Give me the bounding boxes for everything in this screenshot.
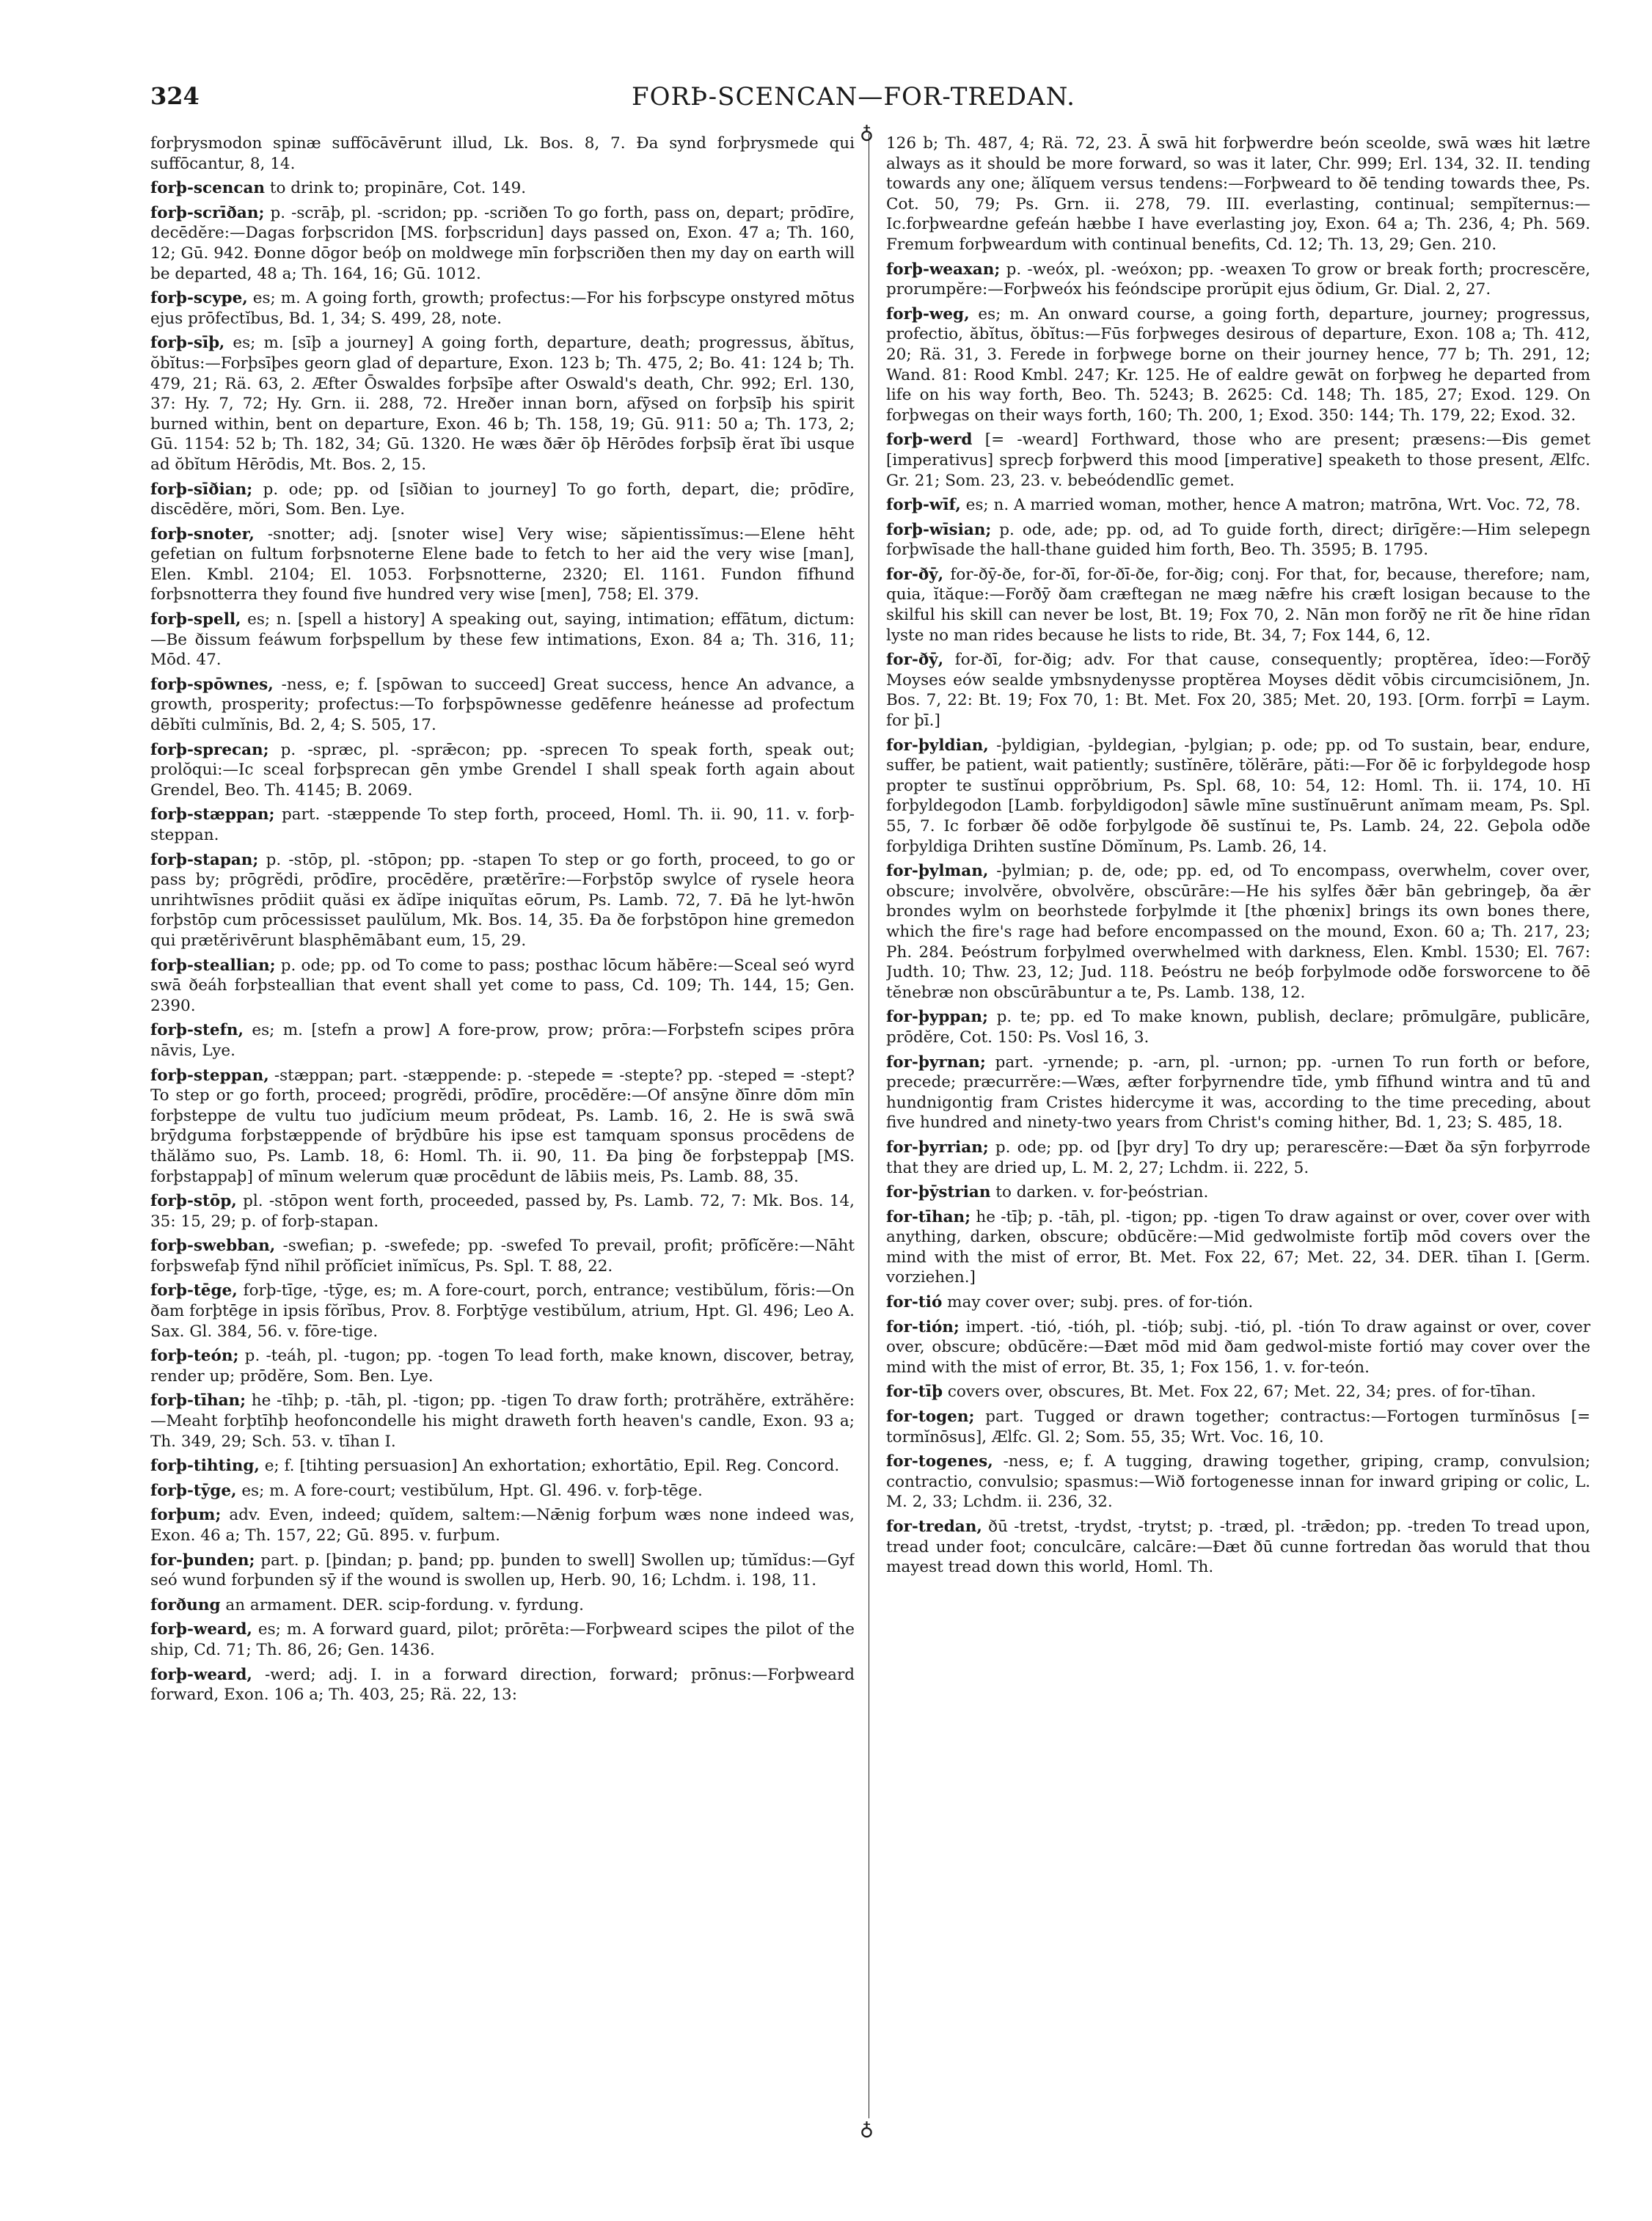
dictionary-entry	[886, 1138, 1590, 1178]
entry-headword: forþ-stefn,	[150, 1021, 244, 1040]
dictionary-entry	[150, 1551, 855, 1591]
dictionary-entry	[150, 1505, 855, 1545]
left-entry-list	[150, 178, 855, 1705]
entry-definition: to drink to; propināre, Cot. 149.	[265, 179, 527, 198]
entry-headword: forþ-stæppan;	[150, 805, 275, 824]
entry-definition: -ness, e; f. [spōwan to succeed] Great success, hence An advance, a growth, prosperity; profectus:—To forþspōwnesse gedēfenre heánesse ad profectum dēbĭti culmĭnis, Bd. 2, 4; S. 505, 17.	[150, 675, 855, 735]
entry-definition: covers over, obscures, Bt. Met. Fox 22, 67; Met. 22, 34; pres. of for-tīhan.	[942, 1383, 1536, 1402]
dictionary-entry	[150, 1481, 855, 1501]
entry-headword: for-þyldian,	[886, 736, 989, 755]
entry-headword: forþ-stōp,	[150, 1192, 237, 1211]
dictionary-entry	[886, 304, 1590, 426]
running-head: FORÞ-SCENCAN—FOR-TREDAN.	[632, 82, 1075, 111]
right-entry-list	[886, 260, 1590, 1578]
entry-headword: for-þyrnan;	[886, 1053, 986, 1072]
entry-headword: for-tió	[886, 1293, 943, 1312]
dictionary-entry	[886, 1407, 1590, 1447]
entry-definition: to darken. v. for-þeóstrian.	[990, 1183, 1209, 1202]
dictionary-entry	[150, 956, 855, 1017]
dictionary-entry	[886, 430, 1590, 491]
dictionary-entry	[150, 610, 855, 670]
dictionary-entry	[886, 1292, 1590, 1313]
entry-definition: part. Tugged or drawn together; contractus:—Fortogen turmĭnōsus [= tormĭnōsus], Ælfc. Gl. 2; Som. 55, 35; Wrt. Voc. 16, 10.	[886, 1408, 1590, 1446]
entry-headword: for-þylman,	[886, 862, 989, 881]
entry-definition: -þyldigian, -þyldegian, -þylgian; p. ode; pp. od To sustain, bear, endure, suffer, be patient, wait patiently; sustĭnēre, tŏlĕrāre, păti:—For ðē ic forþyldegode hosp propter te sustĭnui opprŏbrium, Ps. Spl. 68, 10: 54, 12: Homl. Th. ii. 174, 10. Hī forþyldegodon [Lamb. forþyldigodon] sāwle mīne sustĭnuērunt anĭmam meam, Ps. Spl. 55, 7. Ic forbær ðē odðe forþylgode ðē sustĭnui te, Ps. Lamb. 24, 22. Geþola odðe forþyldiga Drihten sustĭne Dŏmĭnum, Ps. Lamb. 26, 14.	[886, 736, 1590, 856]
entry-definition: es; m. A fore-court; vestibŭlum, Hpt. Gl. 496. v. forþ-tēge.	[236, 1481, 703, 1500]
entry-headword: for-tión;	[886, 1317, 960, 1336]
dictionary-entry	[886, 565, 1590, 645]
dictionary-entry	[886, 520, 1590, 560]
entry-headword: for-tredan,	[886, 1518, 982, 1536]
entry-definition: es; m. A going forth, growth; profectus:—For his forþscype onstyred mōtus ejus prōfectĭbus, Bd. 1, 34; S. 499, 28, note.	[150, 289, 855, 328]
dictionary-entry	[150, 675, 855, 736]
dictionary-entry	[150, 1595, 855, 1616]
entry-headword: for-togenes,	[886, 1452, 993, 1471]
dictionary-entry	[150, 1236, 855, 1276]
entry-definition: -stæppan; part. -stæppende: p. -stepede = -stepte? pp. -steped = -stept? To step or go forth, proceed; progrĕdi, prōdīre, procēdĕre:—Of ansȳne ðīnre dōm mīn forþsteppe de vultu tuo judĭcium meum prōdeat, Ps. Lamb. 16, 2. He is swā swā brȳdguma forþstæppende of brȳdbūre his ipse est tamquam sponsus procēdens de thălămo suo, Ps. Lamb. 18, 6: Homl. Th. ii. 90, 11. Ða þing ðe forþsteppaþ [MS. forþstappaþ] of mīnum welerum quæ procēdunt de lābiis meis, Ps. Lamb. 88, 35.	[150, 1066, 855, 1186]
dictionary-entry	[150, 1391, 855, 1452]
entry-headword: forþ-teón;	[150, 1347, 239, 1366]
page-number: 324	[150, 82, 200, 110]
entry-headword: for-þunden;	[150, 1551, 255, 1570]
entry-definition: p. ode, ade; pp. od, ad To guide forth, direct; dirīgĕre:—Him selepegn forþwīsade the hall-thane guided him forth, Beo. Th. 3595; B. 1795.	[886, 520, 1590, 560]
entry-definition: -snotter; adj. [snoter wise] Very wise; săpientissĭmus:—Elene hēht gefetian on fultum forþsnoterne Elene bade to fetch to her aid the very wise [man], Elen. Kmbl. 2104; El. 1053. Forþsnotterne, 2320; El. 1161. Fundon fīfhund forþsnotterra they found five hundred very wise [men], 758; El. 379.	[150, 524, 855, 604]
dictionary-entry	[150, 1346, 855, 1386]
ornament-top-icon: ♁	[860, 122, 874, 144]
entry-headword: for-tīþ	[886, 1383, 943, 1402]
entry-headword: forþ-werd	[886, 431, 973, 450]
entry-definition: p. -scrāþ, pl. -scridon; pp. -scriðen To go forth, pass on, depart; prōdīre, decēdĕre:—Dagas forþscridon [MS. forþscridun] days passed on, Exon. 47 a; Th. 160, 12; Gū. 942. Ðonne dōgor beóþ on moldwege mīn forþscriðen then my day on earth will be departed, 48 a; Th. 164, 16; Gū. 1012.	[150, 203, 855, 283]
entry-definition: pl. -stōpon went forth, proceeded, passed by, Ps. Lamb. 72, 7: Mk. Bos. 14, 35: 15, 29; p. of forþ-stapan.	[150, 1192, 855, 1231]
dictionary-entry	[886, 1053, 1590, 1133]
continued-entry: forþrysmodon spinæ suffōcāvērunt illud, Lk. Bos. 8, 7. Ða synd forþrysmede qui suffōcantur, 8, 14.	[150, 134, 855, 173]
entry-definition: p. ode; pp. od [sīðian to journey] To go forth, depart, die; prōdīre, discēdĕre, mŏri, Som. Ben. Lye.	[150, 480, 855, 519]
dictionary-entry	[886, 861, 1590, 1003]
dictionary-entry	[150, 480, 855, 520]
entry-headword: for-þyppan;	[886, 1008, 988, 1027]
entry-definition: part. p. [þindan; p. þand; pp. þunden to swell] Swollen up; tŭmĭdus:—Gyf seó wund forþunden sȳ if the wound is swollen up, Herb. 90, 16; Lchdm. i. 198, 11.	[150, 1551, 855, 1590]
entry-headword: forþ-steallian;	[150, 956, 276, 975]
entry-definition: es; n. [spell a history] A speaking out, saying, intimation; effātum, dictum:—Be ðissum feáwum forþspellum by these few intimations, Exon. 84 a; Th. 316, 11; Mōd. 47.	[150, 610, 855, 670]
entry-headword: forþ-sīþ,	[150, 334, 225, 353]
dictionary-entry	[150, 524, 855, 605]
entry-definition: es; m. [stefn a prow] A fore-prow, prow; prōra:—Forþstefn scipes prōra nāvis, Lye.	[150, 1021, 855, 1060]
entry-headword: forþ-scype,	[150, 289, 248, 308]
entry-definition: p. ode; pp. od [þyr dry] To dry up; perarescĕre:—Ðæt ða sȳn forþyrrode that they are dried up, L. M. 2, 27; Lchdm. ii. 222, 5.	[886, 1138, 1590, 1177]
dictionary-entry	[886, 1517, 1590, 1578]
entry-definition: forþ-tīge, -tȳge, es; m. A fore-court, porch, entrance; vestibŭlum, fŏris:—On ðam forþtēge in ipsis fŏrĭbus, Prov. 8. Forþtȳge vestibŭlum, atrium, Hpt. Gl. 496; Leo A. Sax. Gl. 384, 56. v. fōre-tige.	[150, 1281, 855, 1341]
entry-headword: forþ-scrīðan;	[150, 203, 265, 222]
dictionary-entry	[150, 1020, 855, 1061]
dictionary-entry	[886, 1452, 1590, 1512]
dictionary-entry	[150, 178, 855, 199]
entry-headword: forþ-scencan	[150, 179, 266, 198]
entry-headword: forþ-tīhan;	[150, 1391, 246, 1410]
entry-definition: impert. -tió, -tióh, pl. -tióþ; subj. -tió, pl. -tión To draw against or over, cover over, obscure; obdūcĕre:—Ðæt mōd mid ðam gedwol-miste fortió may cover over the mind with the mist of error, Bt. 35, 1; Fox 156, 1. v. for-teón.	[886, 1317, 1590, 1377]
entry-definition: -þylmian; p. de, ode; pp. ed, od To encompass, overwhelm, cover over, obscure; involvĕre, obvolvĕre, obscūrāre:—He his sylfes ðǣr bān gebringeþ, ða ǣr brondes wylm on beorhstede forþylmde it [the phœnix] brings its own bones there, which the fire's rage had before encompassed on the mound, Exon. 60 a; Th. 217, 23; Ph. 284. Þeóstrum forþylmed overwhelmed with darkness, Elen. Kmbl. 1530; El. 767: Judth. 10; Thw. 23, 12; Jud. 118. Þeóstru ne beóþ forþylmode odðe forsworcene to ðē tĕnebræ non obscūrābuntur a te, Ps. Lamb. 138, 12.	[886, 862, 1590, 1002]
entry-definition: -werd; adj. I. in a forward direction, forward; prōnus:—Forþweard forward, Exon. 106 a; Th. 403, 25; Rä. 22, 13:	[150, 1665, 855, 1705]
dictionary-entry	[150, 1620, 855, 1660]
dictionary-entry	[150, 740, 855, 801]
entry-headword: forþ-spōwnes,	[150, 675, 274, 694]
entry-headword: forþ-sprecan;	[150, 740, 269, 759]
entry-headword: for-þȳstrian	[886, 1183, 991, 1202]
entry-headword: forþ-spell,	[150, 610, 241, 629]
entry-headword: forþ-tihting,	[150, 1457, 260, 1476]
entry-definition: may cover over; subj. pres. of for-tión.	[942, 1293, 1254, 1312]
dictionary-entry	[886, 1007, 1590, 1047]
entry-definition: for-ðī, for-ðig; adv. For that cause, consequently; proptĕrea, ĭdeo:—Forðȳ Moyses eów sealde ymbsnydenysse proptĕrea Moyses dĕdit vōbis circumcisiōnem, Jn. Bos. 7, 22: Bt. 19; Fox 70, 1: Bt. Met. Fox 20, 385; Met. 20, 193. [Orm. forrþī = Laym. for þī.]	[886, 651, 1590, 731]
entry-headword: forþ-weg,	[886, 304, 970, 323]
entry-definition: -ness, e; f. A tugging, drawing together, griping, cramp, convulsion; contractio, convulsio; spasmus:—Wið fortogenesse innan for inward griping or colic, L. M. 2, 33; Lchdm. ii. 236, 32.	[886, 1452, 1590, 1512]
entry-definition: es; m. An onward course, a going forth, departure, journey; progressus, profectio, ăbĭtus, ŏbĭtus:—Fūs forþweges desirous of departure, Exon. 108 a; Th. 412, 20; Rä. 31, 3. Ferede in forþwege borne on their journey hence, 77 b; Th. 291, 12; Wand. 81: Rood Kmbl. 247; Kr. 125. He of ealdre gewāt on forþweg he departed from life on his way forth, Beo. Th. 5243; B. 2625: Cd. 148; Th. 185, 27; Exod. 129. On forþwegas on their ways forth, 160; Th. 200, 1; Exod. 350: 144; Th. 179, 22; Exod. 32.	[886, 304, 1590, 425]
entry-headword: for-þyrrian;	[886, 1138, 989, 1157]
entry-definition: he -tīhþ; p. -tāh, pl. -tigon; pp. -tigen To draw forth; protrăhĕre, extrăhĕre:—Meaht forþtīhþ heofoncondelle his might draweth forth heaven's candle, Exon. 93 a; Th. 349, 29; Sch. 53. v. tīhan I.	[150, 1391, 855, 1451]
entry-headword: forþ-tȳge,	[150, 1481, 237, 1500]
entry-headword: forþ-steppan,	[150, 1066, 269, 1085]
right-column	[886, 133, 1590, 1582]
entry-definition: [= -weard] Forthward, those who are present; præsens:—Ðis gemet [imperativus] sprecþ forþwerd this mood [imperative] speaketh to those present, Ælfc. Gr. 21; Som. 23, 23. v. bebeódendlīc gemet.	[886, 431, 1590, 490]
entry-definition: p. ode; pp. od To come to pass; posthac lōcum hăbēre:—Sceal seó wyrd swā ðeáh forþsteallian that event shall yet come to pass, Cd. 109; Th. 144, 15; Gen. 2390.	[150, 956, 855, 1015]
entry-definition: p. -stōp, pl. -stōpon; pp. -stapen To step or go forth, proceed, to go or pass by; prōgrĕdi, prōdīre, procēdĕre, prætĕrīre:—Forþstōp swylce of rysele heora unrihtwīsnes prōdiit quăsi ex ădĭpe iniquĭtas eōrum, Ps. Lamb. 72, 7. Ðā he lyt-hwōn forþstōp cum prōcessisset paulŭlum, Mk. Bos. 14, 35. Ða ðe forþstōpon hine gremedon qui prætĕrivērunt blasphēmābant eum, 15, 29.	[150, 850, 855, 950]
dictionary-entry	[150, 850, 855, 951]
entry-definition: ðū -tretst, -trydst, -trytst; p. -træd, pl. -trǣdon; pp. -treden To tread upon, tread under foot; conculcāre, calcāre:—Ðæt ðū cunne fortredan ðas woruld that thou mayest tread down this world, Homl. Th.	[886, 1518, 1590, 1577]
dictionary-entry	[886, 260, 1590, 300]
dictionary-entry	[886, 736, 1590, 857]
entry-headword: forþ-stapan;	[150, 850, 259, 869]
entry-definition: es; n. A married woman, mother, hence A matron; matrōna, Wrt. Voc. 72, 78.	[960, 496, 1581, 515]
dictionary-entry	[150, 1456, 855, 1477]
entry-definition: for-ðȳ-ðe, for-ðī, for-ðī-ðe, for-ðig; conj. For that, for, because, therefore; nam, quia, ĭtăque:—Forðȳ ðam cræftegan ne mæg nǣfre his cræft losigan because to the skilful his skill can never be lost, Bt. 19; Fox 70, 2. Nān mon forðȳ ne rīt ðe hine rīdan lyste no man rides because he lists to ride, Bt. 34, 7; Fox 144, 6, 12.	[886, 565, 1590, 645]
entry-definition: e; f. [tihting persuasion] An exhortation; exhortātio, Epil. Reg. Concord.	[259, 1457, 840, 1476]
entry-definition: adv. Even, indeed; quĭdem, saltem:—Nǣnig forþum wæs none indeed was, Exon. 46 a; Th. 157, 22; Gū. 895. v. furþum.	[150, 1506, 855, 1545]
entry-headword: forþum;	[150, 1506, 222, 1525]
entry-headword: forþ-swebban,	[150, 1237, 276, 1256]
continued-entry: 126 b; Th. 487, 4; Rä. 72, 23. Ā swā hit forþwerdre beón sceolde, swā wæs hit lætre always as it should be more forward, so was it later, Chr. 999; Erl. 134, 32. II. tending towards any one; ălĭquem versus tendens:—Forþweard to ðē tending towards thee, Ps. Cot. 50, 79; Ps. Grn. ii. 278, 79. III. everlasting, continual; sempĭternus:—Ic.forþweardne gefeán hæbbe I have everlasting joy, Exon. 64 a; Th. 236, 4; Ph. 569. Fremum forþweardum with continual benefits, Cd. 12; Th. 13, 29; Gen. 210.	[886, 134, 1590, 254]
entry-headword: forþ-weaxan;	[886, 260, 1001, 279]
ornament-bottom-icon: ♁	[860, 2118, 874, 2140]
entry-headword: for-ðȳ,	[886, 651, 944, 670]
dictionary-entry	[150, 1665, 855, 1705]
entry-definition: es; m. A forward guard, pilot; prōrēta:—Forþweard scipes the pilot of the ship, Cd. 71; Th. 86, 26; Gen. 1436.	[150, 1620, 855, 1659]
entry-definition: -swefian; p. -swefede; pp. -swefed To prevail, profit; prōfĭcĕre:—Nāht forþswefaþ fȳnd nĭhil prŏfĭciet inĭmĭcus, Ps. Spl. T. 88, 22.	[150, 1237, 855, 1276]
entry-headword: forðung	[150, 1595, 221, 1614]
entry-headword: for-ðȳ,	[886, 565, 944, 584]
entry-definition: an armament. DER. scip-fordung. v. fyrdung.	[220, 1595, 584, 1614]
dictionary-entry	[150, 805, 855, 845]
entry-definition: p. -spræc, pl. -sprǣcon; pp. -sprecen To speak forth, speak out; prolŏqui:—Ic sceal forþsprecan gēn ymbe Grendel I shall speak forth again about Grendel, Beo. Th. 4145; B. 2069.	[150, 740, 855, 800]
entry-headword: forþ-snoter,	[150, 524, 255, 544]
entry-definition: es; m. [sīþ a journey] A going forth, departure, death; progressus, ăbĭtus, ŏbĭtus:—Forþsīþes georn glad of departure, Exon. 123 b; Th. 475, 2; Bo. 41: 124 b; Th. 479, 21; Rä. 63, 2. Æfter Ōswaldes forþsīþe after Oswald's death, Chr. 992; Erl. 130, 37: Hy. 7, 72; Hy. Grn. ii. 288, 72. Hreðer innan born, afȳsed on forþsīþ his spirit burned within, bent on departure, Exon. 46 b; Th. 158, 19; Gū. 911: 50 a; Th. 173, 2; Gū. 1154: 52 b; Th. 182, 34; Gū. 1320. He wæs ðǣr ōþ Hērōdes forþsīþ ĕrat ĭbi usque ad ŏbĭtum Hērōdis, Mt. Bos. 2, 15.	[150, 334, 855, 474]
entry-headword: forþ-tēge,	[150, 1281, 238, 1300]
entry-headword: forþ-weard,	[150, 1620, 252, 1639]
dictionary-entry	[886, 1182, 1590, 1203]
dictionary-entry	[150, 203, 855, 284]
dictionary-entry	[150, 1281, 855, 1342]
entry-definition: part. -yrnende; p. -arn, pl. -urnon; pp. -urnen To run forth or before, precede; præcurrĕre:—Wæs, æfter forþyrnendre tīde, ymb fīfhund wintra and tū and hundnigontig fram Cristes hidercyme it was, according to the time preceding, about five hundred and ninety-two years from Christ's coming hither, Bd. 1, 23; S. 485, 18.	[886, 1053, 1590, 1133]
entry-headword: forþ-wīf,	[886, 496, 961, 515]
dictionary-entry	[886, 650, 1590, 731]
entry-definition: part. -stæppende To step forth, proceed, Homl. Th. ii. 90, 11. v. forþ-steppan.	[150, 805, 855, 844]
dictionary-entry	[886, 495, 1590, 516]
entry-headword: forþ-wīsian;	[886, 520, 992, 539]
dictionary-entry	[150, 288, 855, 329]
entry-headword: forþ-weard,	[150, 1665, 252, 1684]
dictionary-entry	[886, 1207, 1590, 1288]
page-header	[150, 82, 1557, 120]
dictionary-entry	[886, 1317, 1590, 1378]
entry-headword: for-togen;	[886, 1408, 975, 1427]
dictionary-entry	[150, 333, 855, 475]
dictionary-entry	[150, 1066, 855, 1188]
entry-definition: he -tīþ; p. -tāh, pl. -tigon; pp. -tigen To draw against or over, cover over with anything, darken, obscure; obdūcĕre:—Mid gedwolmiste fortīþ mōd covers over the mind with the mist of error, Bt. Met. Fox 22, 67; Met. 22, 34. DER. tīhan I. [Germ. vorziehen.]	[886, 1207, 1590, 1287]
left-column	[150, 133, 855, 1710]
entry-headword: for-tīhan;	[886, 1207, 971, 1226]
entry-definition: p. -teáh, pl. -tugon; pp. -togen To lead forth, make known, discover, betray, render up; prōdĕre, Som. Ben. Lye.	[150, 1347, 855, 1386]
entry-definition: p. -weóx, pl. -weóxon; pp. -weaxen To grow or break forth; procrescĕre, prorumpĕre:—Forþweóx his feóndscipe prorŭpit ejus ŏdium, Gr. Dial. 2, 27.	[886, 260, 1590, 299]
entry-definition: p. te; pp. ed To make known, publish, declare; prōmulgāre, publicāre, prōdĕre, Cot. 150: Ps. Vosl 16, 3.	[886, 1008, 1590, 1047]
dictionary-entry	[150, 1191, 855, 1232]
entry-headword: forþ-sīðian;	[150, 480, 253, 499]
dictionary-entry	[886, 1382, 1590, 1402]
